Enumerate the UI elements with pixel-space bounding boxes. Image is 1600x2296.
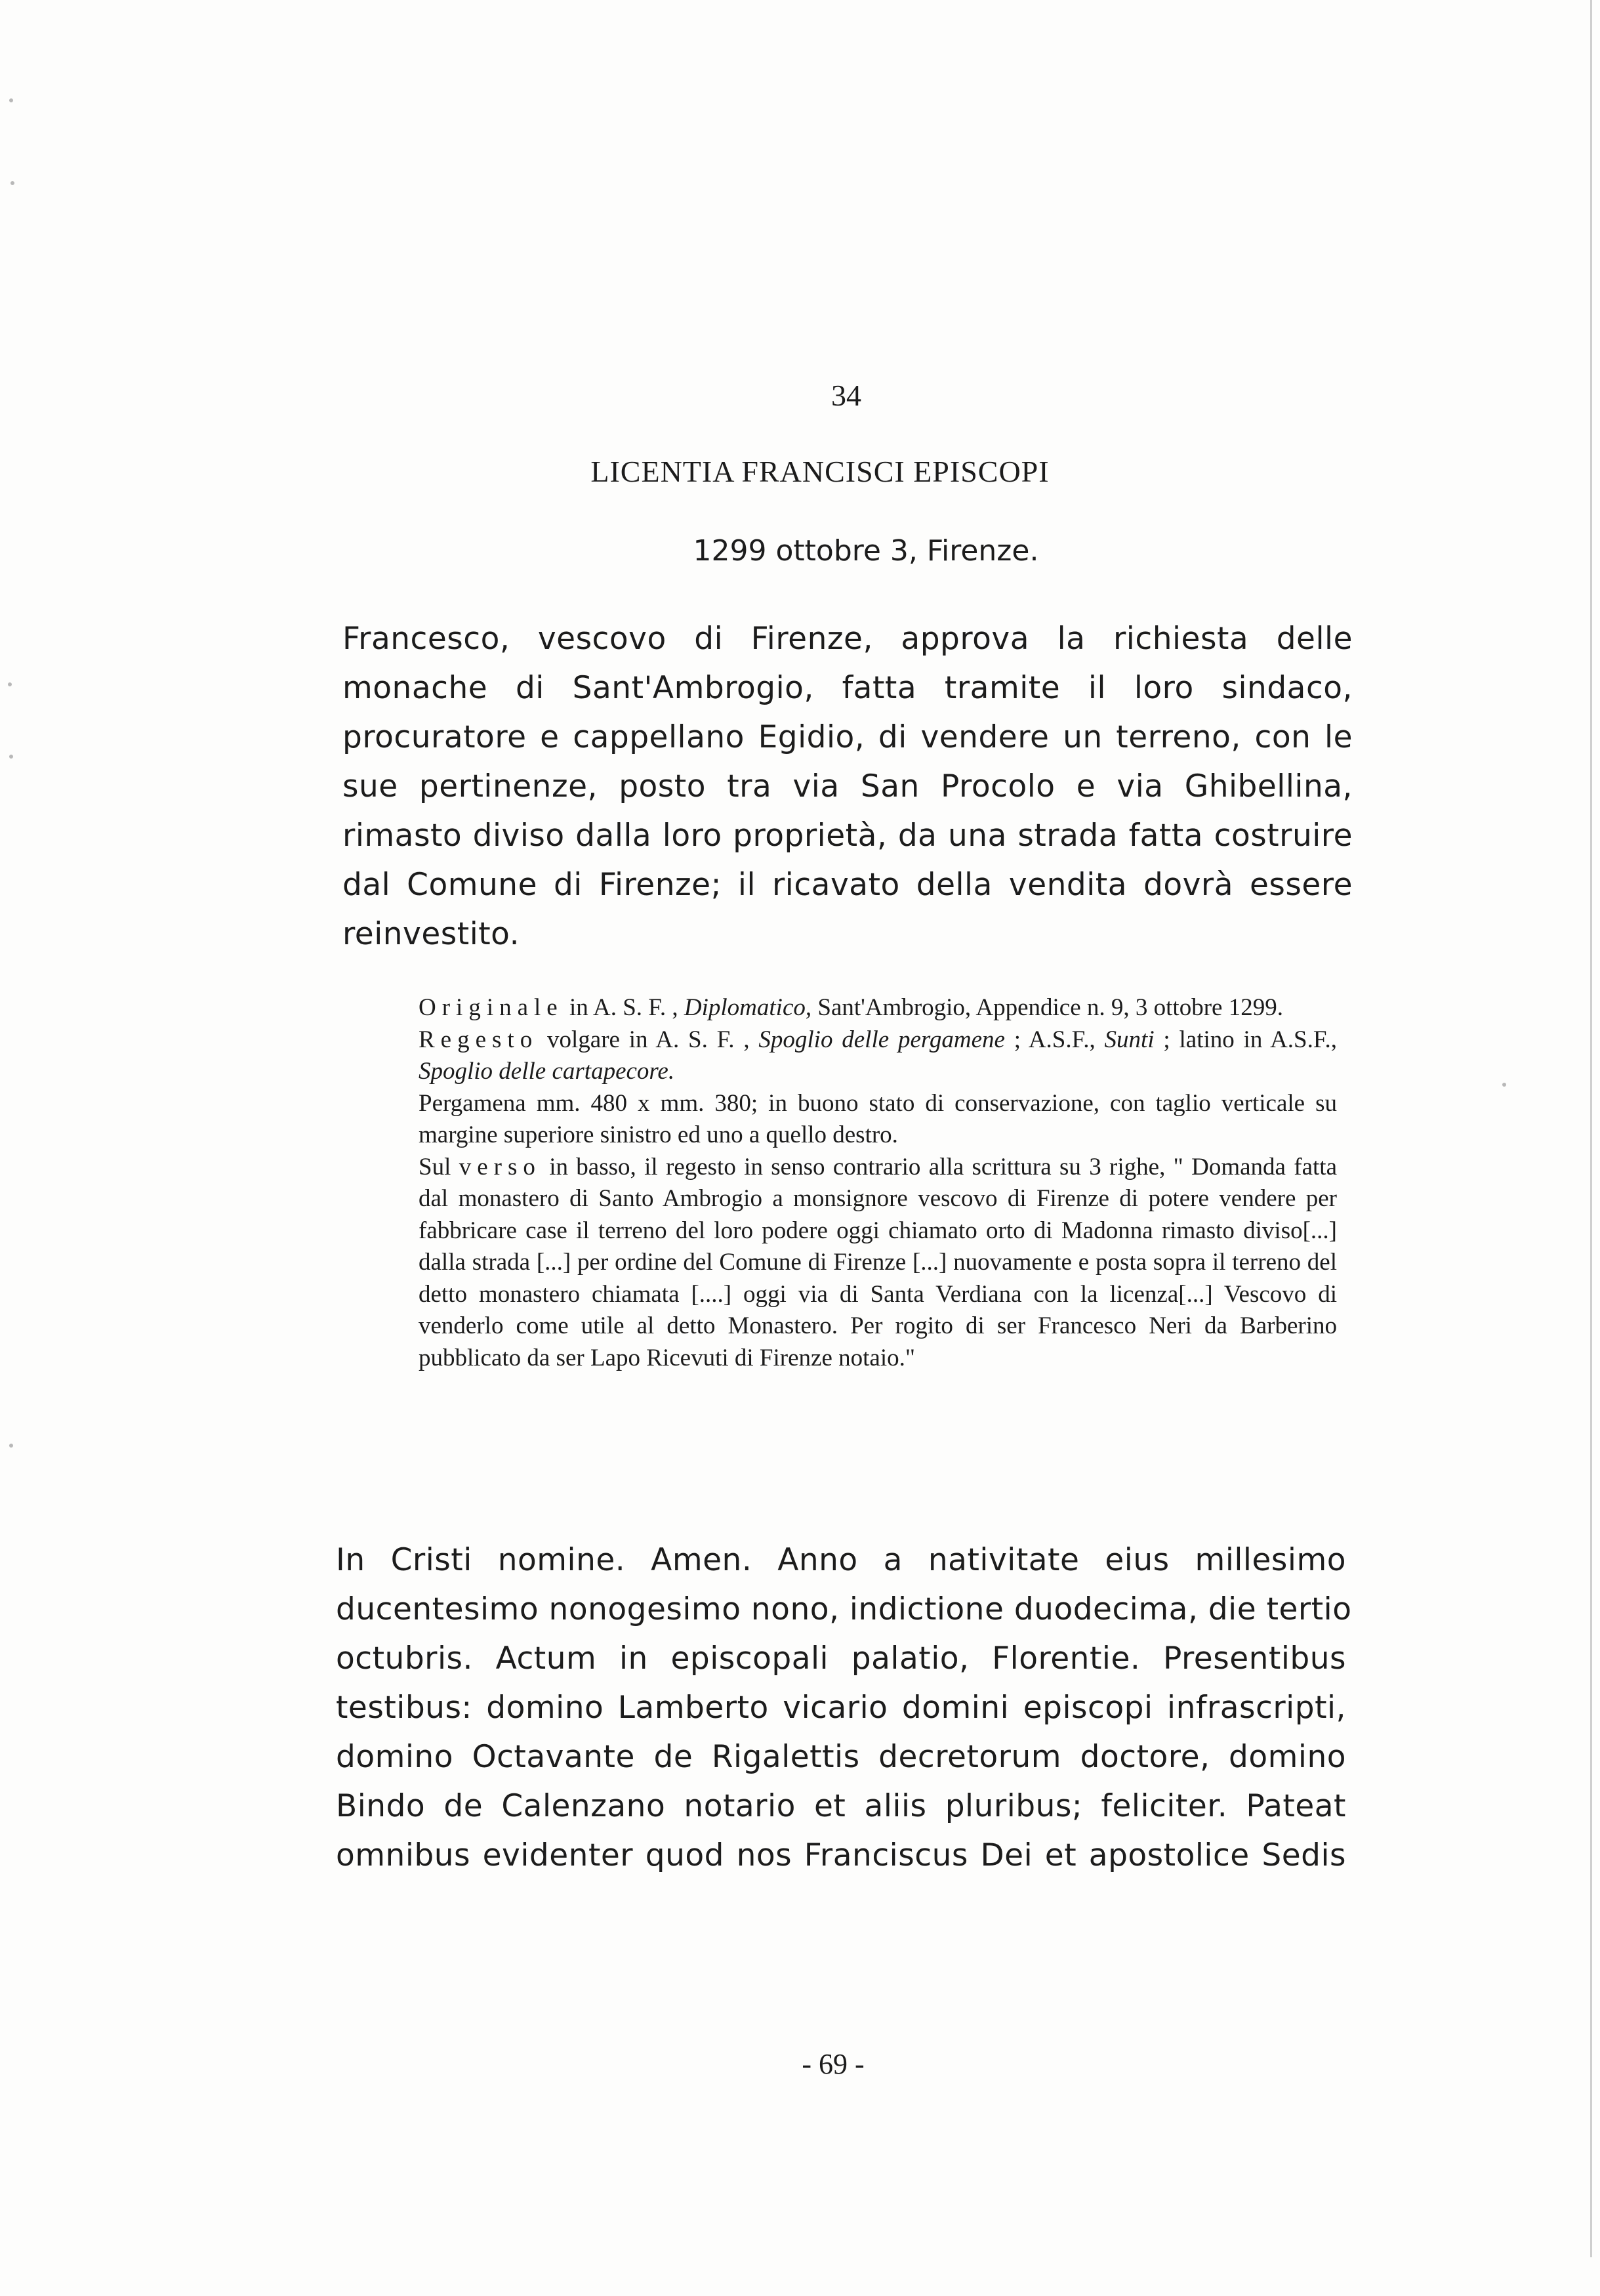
document-title: LICENTIA FRANCISCI EPISCOPI [590,455,1050,488]
archival-notes [419,992,1337,1374]
latin-edition-text [336,1535,1352,1880]
scan-speck [10,181,14,185]
scan-speck [9,755,13,759]
note-verso: Sul verso in basso, il regesto in senso contrario alla scrittura su 3 righe, " Domanda fatta dal monastero di Santo Ambrogio a monsignore vescovo di Firenze di potere vendere per fabbricare case il terreno del loro podere oggi chiamato orto di Madonna rimasto diviso[...] dalla strada [...] per ordine del Comune di Firenze [...] nuovamente e posta sopra il terreno del detto monastero chiamata [....] oggi via di Santa Verdiana con la licenza[...] Vescovo di venderlo come utile al detto Monastero. Per rogito di ser Francesco Neri da Barberino pubblicato da ser Lapo Ricevuti di Firenze notaio." [419,1153,1338,1371]
edition-line: Bindo de Calenzano notario et aliis pluribus; feliciter. Pateat [336,1788,1346,1824]
scan-speck [9,98,13,102]
document-date-place: 1299 ottobre 3, Firenze. [693,534,1039,568]
note-originale: Originale in A. S. F. , Diplomatico, Sant'Ambrogio, Appendice n. 9, 3 ottobre 1299. [419,994,1283,1021]
edition-line: testibus: domino Lamberto vicario domini episcopi infrascripti, [336,1690,1346,1726]
regesto-label: Regesto [419,1026,539,1053]
page-edge-shadow [1590,0,1592,2257]
regest-summary: Francesco, vescovo di Firenze, approva la richiesta delle monache di Sant'Ambrogio, fatta tramite il loro sindaco, procuratore e cappellano Egidio, di vendere un terreno, con le sue pertinenze, posto tra via San Procolo e via Ghibellina, rimasto diviso dalla loro proprietà, da una strada fatta costruire dal Comune di Firenze; il ricavato della vendita dovrà essere reinvestito. [342,621,1353,952]
document-number: 34 [831,379,861,412]
edition-line: ducentesimo nonogesimo nono, indictione duodecima, die tertio [336,1591,1352,1627]
note-regesto: Regesto volgare in A. S. F. , Spoglio delle pergamene ; A.S.F., Sunti ; latino in A.S.F., Spoglio delle cartapecore. [419,1026,1337,1085]
scan-speck [9,1444,13,1448]
originale-label: Originale [419,994,564,1021]
edition-line: octubris. Actum in episcopali palatio, Florentie. Presentibus [336,1640,1346,1677]
note-pergamena: Pergamena mm. 480 x mm. 380; in buono stato di conservazione, con taglio verticale su margine superiore sinistro ed uno a quello destro. [419,1089,1337,1148]
scan-speck [1502,1083,1506,1087]
scan-speck [8,682,12,686]
edition-line: domino Octavante de Rigalettis decretorum doctore, domino [336,1739,1346,1775]
page-number: - 69 - [802,2048,865,2080]
edition-line: omnibus evidenter quod nos Franciscus Dei et apostolice Sedis [336,1837,1346,1873]
edition-line: In Cristi nomine. Amen. Anno a nativitate eius millesimo [336,1542,1346,1578]
verso-label: verso [459,1153,541,1180]
